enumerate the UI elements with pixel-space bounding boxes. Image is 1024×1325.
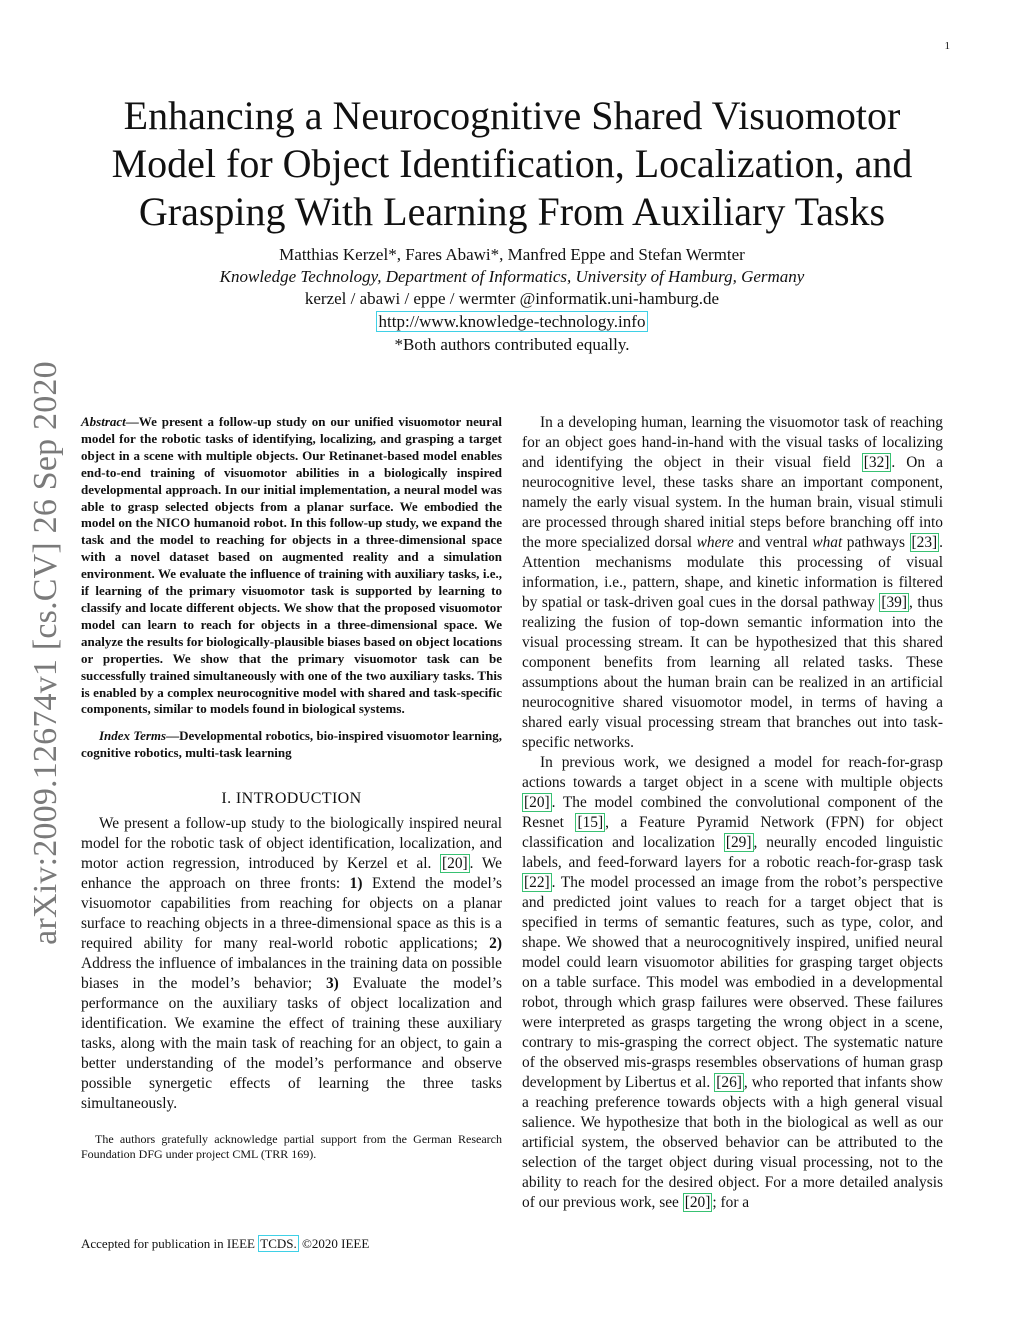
text-run: . On a neurocognitive level, these tasks share an important component, namely the early visual system. In the human brain, visual stimuli are processed through shared initial steps before branching off into the more specialized dorsal [522,454,944,551]
text-run: . Attention mechanisms modulate this processing of visual information, i.e., pattern, shape, and kinetic information is filtered by spatial or task-driven goal cues in the dorsal pathway [522,534,944,611]
acknowledgement-footnote: The authors gratefully acknowledge partial support from the German Research Foundation DFG under project CML (TRR 169). [81,1132,502,1162]
text-run: ; for a [712,1194,750,1211]
left-column [81,414,502,1162]
citation-link[interactable]: [20] [442,855,468,873]
abstract-lead: Abstract [81,414,126,429]
text-run: We present a follow-up study to the biologically inspired neural model for the robotic task of object identification, localization, and motor action regression, introduced by Kerzel et al. [81,815,502,873]
index-terms [81,728,502,762]
citation-link[interactable]: [26] [716,1074,742,1091]
text-run: and ventral [733,534,813,551]
abstract [81,414,502,718]
citation-link[interactable]: [20] [524,794,550,811]
intro-paragraph [81,814,502,1114]
text-run: Address the influence of imbalances in the training data on possible biases in the model’s behavior; [81,955,502,993]
journal-link[interactable]: TCDS. [260,1236,297,1251]
url-line [80,311,944,333]
section-heading-introduction: I. INTRODUCTION [221,790,362,808]
text-run: ©2020 IEEE [298,1236,370,1251]
list-number: 2) [489,935,502,953]
index-terms-lead: Index Terms [99,728,167,744]
arxiv-identifier: arXiv:2009.12674v1 [cs.CV] 26 Sep 2020 [27,361,64,945]
emphasis: where [696,534,734,551]
list-number: 3) [325,975,339,993]
title-line: Enhancing a Neurocognitive Shared Visuomotor [123,93,901,138]
citation-link[interactable]: [20] [684,1194,711,1211]
text-run: pathways [842,534,910,551]
text-run: . The model processed an image from the robot’s perspective and predicted joint values to reach for a target object that is specified in terms of semantic features, such as type, color, and shape. We showed that a neurocognitively inspired, unified neural model could learn visuomotor abilities for grasping target objects on a table surface. This model was embodied in a developmental robot, through which grasp failures were observed. These failures were interpreted as grasps targeting the wrong object in a scene, contrary to mis-grasping the correct object. The systematic nature of the observed mis-grasps resembles observations of human grasp development by Libertus et al. [522,874,943,1091]
index-terms-text: —Developmental robotics, bio-inspired visuomotor learning, cognitive robotics, multi-task learning [81,728,502,761]
title-line: Model for Object Identification, Localization, and [111,141,913,186]
author-list: Matthias Kerzel*, Fares Abawi*, Manfred Eppe and Stefan Wermter [279,245,745,264]
citation-link[interactable]: [23] [911,534,938,551]
intro-paragraph [522,753,943,1213]
citation-link[interactable]: [29] [725,834,752,851]
author-emails: kerzel / abawi / eppe / wermter @informatik.uni-hamburg.de [304,289,720,308]
text-run: Accepted for publication in IEEE [81,1236,259,1251]
page-number: 1 [944,40,950,52]
text-run: In previous work, we designed a model for reach-for-grasp actions towards a target object in a scene with multiple objects [522,754,943,791]
list-number: 1) [349,875,363,893]
text-run: Evaluate the model’s performance on the auxiliary tasks of object localization and identification. We examine the effect of training these auxiliary tasks, along with the main task of reaching for an object, to gain a better understanding of the model’s performance and observe possible synergetic effects of learning the three tasks simultaneously. [81,975,503,1113]
text-run: Extend the model’s visuomotor capabilities from reaching for objects on a planar surface to reaching objects in a three-dimensional space as this is a required ability for many real-world robotic applications; [81,875,502,953]
website-link[interactable]: http://www.knowledge-technology.info [376,311,649,332]
right-column [522,413,943,1213]
citation-link[interactable]: [32] [863,454,890,471]
text-run: . The model combined the convolutional component of the Resnet [522,794,943,831]
equal-contribution-note: *Both authors contributed equally. [394,335,630,354]
citation-link[interactable]: [15] [577,814,604,831]
citation-link[interactable]: [22] [524,874,550,891]
text-run: In a developing human, learning the visuomotor task of reaching for an object goes hand-in-hand with the visual tasks of localizing and identifying the object in their visual field [522,414,943,471]
paper-title [80,92,944,236]
abstract-text: —We present a follow-up study on our unified visuomotor neural model for the robotic tasks of identifying, localizing, and grasping a target object in a scene with multiple objects. Our Retinanet-based model enables end-to-end training of visuomotor abilities in a biologically inspired developmental approach. In our initial implementation, a neural model was able to grasp selected objects from a planar surface. We embodied the model on the NICO humanoid robot. In this follow-up study, we expand the task and the model to reaching for objects in a three-dimensional space with a novel dataset based on augmented reality and a simulation environment. We evaluate the influence of training with auxiliary tasks, i.e., if learning of the primary visuomotor task is supported by learning to classify and locate different objects. We show that the proposed visuomotor model can learn to reach for objects in a three-dimensional space. We analyze the results for biologically-plausible biases based on object locations or properties. We show that the primary visuomotor task can be successfully trained simultaneously with one of the two auxiliary tasks. This is enabled by a complex neurocognitive model with shared and task-specific components, similar to models found in biological systems. [81,414,502,717]
text-run: , who reported that infants show a reaching preference towards objects with a high general visual salience. We hypothesize that both in the biological as well as our artificial system, the observed behavior can be attributed to the selection of the target object during visual processing, not to the ability to reach for the desired object. For a more detailed analysis of our previous work, see [522,1074,943,1211]
intro-paragraph [522,413,943,753]
publication-notice [81,1236,502,1252]
citation-link[interactable]: [39] [881,594,907,611]
text-run: , thus realizing the fusion of top-down semantic information into the visual processing stream. It can be hypothesized that this shared component benefits from learning all related tasks. These assumptions about the human brain can be realized in an artificial neurocognitive shared visuomotor model, in terms of having a shared early visual processing stream that branches out into task-specific networks. [522,594,944,751]
text-run: , neurally encoded linguistic labels, and feed-forward layers for a robotic reach-for-grasp task [522,834,943,871]
text-run: . We enhance the approach on three fronts: [81,855,503,893]
emphasis: what [812,534,843,551]
title-line: Grasping With Learning From Auxiliary Tasks [138,189,886,234]
affiliation: Knowledge Technology, Department of Informatics, University of Hamburg, Germany [219,267,805,286]
text-run: , a Feature Pyramid Network (FPN) for object classification and localization [522,814,943,851]
